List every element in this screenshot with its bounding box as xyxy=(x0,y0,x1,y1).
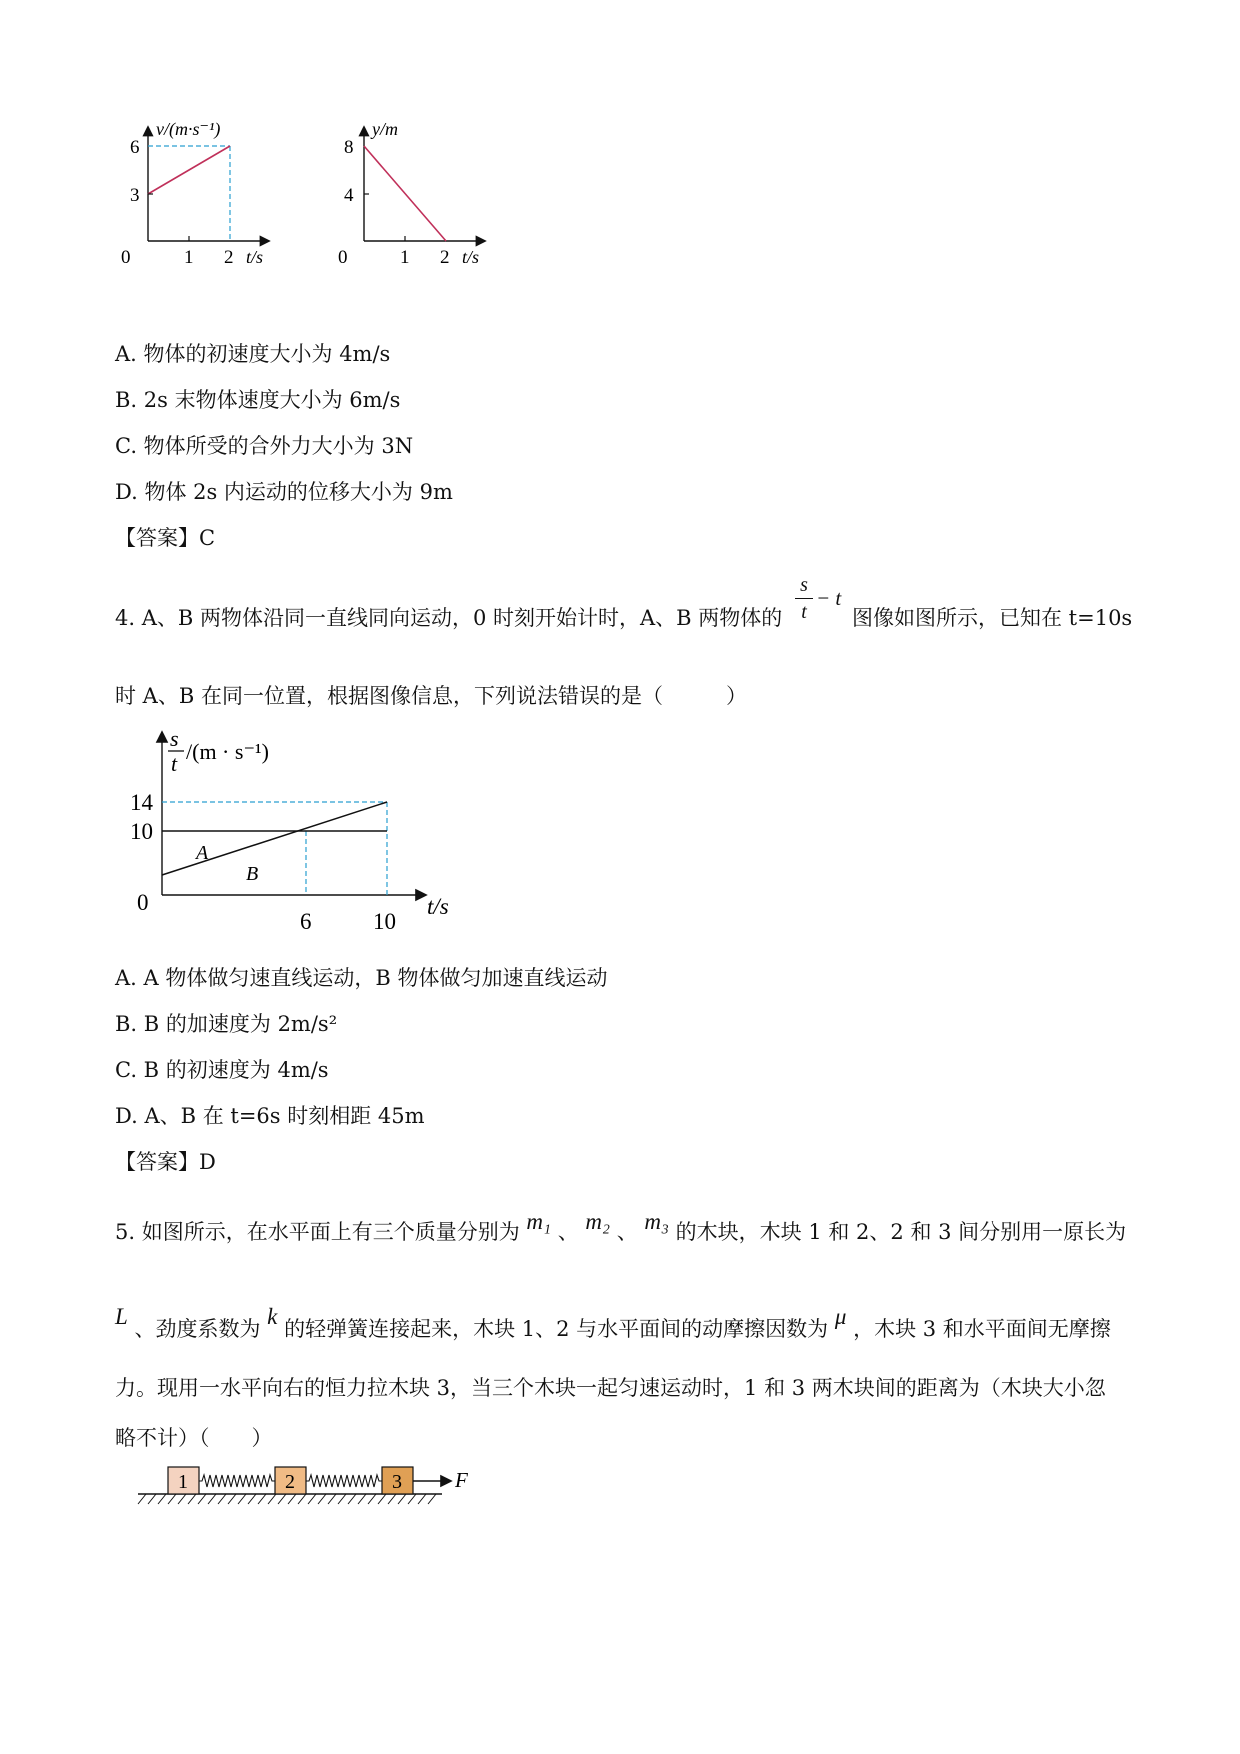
answer: 【答案】D xyxy=(115,1150,216,1174)
x-tick: 1 xyxy=(400,247,410,268)
option-d: D. A、B 在 t=6s 时刻相距 45m xyxy=(115,1104,425,1128)
option-a: A. A 物体做匀速直线运动，B 物体做匀加速直线运动 xyxy=(115,966,608,990)
x-tick: 2 xyxy=(224,247,234,268)
position-line xyxy=(364,146,446,241)
x-tick: 0 xyxy=(121,247,131,268)
y-tick: 10 xyxy=(130,819,153,844)
x-axis-label: t/s xyxy=(462,247,480,267)
y-tick: 3 xyxy=(130,185,140,206)
stem-text: 4. A、B 两物体沿同一直线同向运动，0 时刻开始计时，A、B 两物体的 xyxy=(115,606,783,630)
stem-text: 、劲度系数为 xyxy=(134,1317,261,1341)
line-b xyxy=(162,802,387,875)
option-c: C. 物体所受的合外力大小为 3N xyxy=(115,434,414,458)
force-label: F xyxy=(455,1468,468,1492)
position-time-graph xyxy=(330,120,510,300)
option-b: B. B 的加速度为 2m/s² xyxy=(115,1012,338,1036)
length-L: L xyxy=(115,1304,128,1329)
x-tick: 1 xyxy=(184,247,194,268)
stem-text: 时 A、B 在同一位置，根据图像信息，下列说法错误的是（ ） xyxy=(115,684,747,708)
friction-coefficient-mu: μ xyxy=(834,1304,847,1329)
block-2-label: 2 xyxy=(285,1471,295,1493)
frac-denominator: t xyxy=(801,601,807,623)
y-axis-label: y/m xyxy=(372,120,398,139)
option-a: A. 物体的初速度大小为 4m/s xyxy=(115,342,391,366)
spring-constant-k: k xyxy=(267,1304,278,1329)
option-d: D. 物体 2s 内运动的位移大小为 9m xyxy=(115,480,453,504)
x-axis-label: t/s xyxy=(427,894,449,919)
y-tick: 0 xyxy=(137,890,149,915)
stem-text: 5. 如图所示，在水平面上有三个质量分别为 xyxy=(115,1220,520,1244)
frac-suffix: − t xyxy=(816,586,842,610)
spring-2 xyxy=(306,1475,382,1487)
stem-text: 力。现用一水平向右的恒力拉木块 3，当三个木块一起匀速运动时，1 和 3 两木块间的距离为（木块大小忽 xyxy=(115,1376,1106,1400)
stem-text: 图像如图所示，已知在 t=10s xyxy=(852,606,1133,630)
stem-text: 的轻弹簧连接起来，木块 1、2 与水平面间的动摩擦因数为 xyxy=(284,1317,829,1341)
answer: 【答案】C xyxy=(115,526,216,550)
y-axis-label: v/(m·s⁻¹) xyxy=(156,120,221,139)
ground-hatch xyxy=(138,1494,436,1504)
spring-1 xyxy=(199,1475,275,1487)
line-a-label: A xyxy=(196,842,209,864)
s-over-t-graph xyxy=(120,725,480,950)
y-label-numerator: s xyxy=(170,726,179,751)
separator: 、 xyxy=(557,1220,579,1244)
option-c: C. B 的初速度为 4m/s xyxy=(115,1058,329,1082)
question-4-stem xyxy=(115,604,782,632)
stem-text: ，木块 3 和水平面间无摩擦 xyxy=(853,1317,1111,1341)
s-over-t-fraction xyxy=(793,572,815,625)
y-tick: 8 xyxy=(344,137,354,158)
option-b: B. 2s 末物体速度大小为 6m/s xyxy=(115,388,401,412)
x-tick: 0 xyxy=(338,247,348,268)
y-tick: 4 xyxy=(344,185,354,206)
blocks-springs-figure xyxy=(130,1454,490,1524)
frac-numerator: s xyxy=(800,574,808,596)
y-tick: 14 xyxy=(130,790,153,815)
mass-m2: m₂ xyxy=(585,1209,610,1234)
y-label-denominator: t xyxy=(171,751,178,776)
velocity-line xyxy=(148,146,230,194)
block-3-label: 3 xyxy=(392,1471,402,1493)
question-5-stem xyxy=(115,1304,1111,1343)
block-1-label: 1 xyxy=(178,1471,188,1493)
question-5-stem xyxy=(115,1209,1127,1246)
separator: 、 xyxy=(616,1220,638,1244)
x-axis-label: t/s xyxy=(246,247,264,267)
mass-m1: m₁ xyxy=(526,1209,552,1234)
y-label-unit: /(m · s⁻¹) xyxy=(186,739,269,764)
velocity-time-graph xyxy=(110,120,290,300)
stem-text: 的木块，木块 1 和 2、2 和 3 间分别用一原长为 xyxy=(675,1220,1127,1244)
x-tick: 10 xyxy=(373,909,396,934)
line-b-label: B xyxy=(246,863,259,885)
x-tick: 6 xyxy=(300,909,312,934)
mass-m3: m₃ xyxy=(644,1209,669,1234)
x-tick: 2 xyxy=(440,247,450,268)
y-tick: 6 xyxy=(130,137,140,158)
stem-text: 略不计）（ ） xyxy=(115,1426,273,1450)
